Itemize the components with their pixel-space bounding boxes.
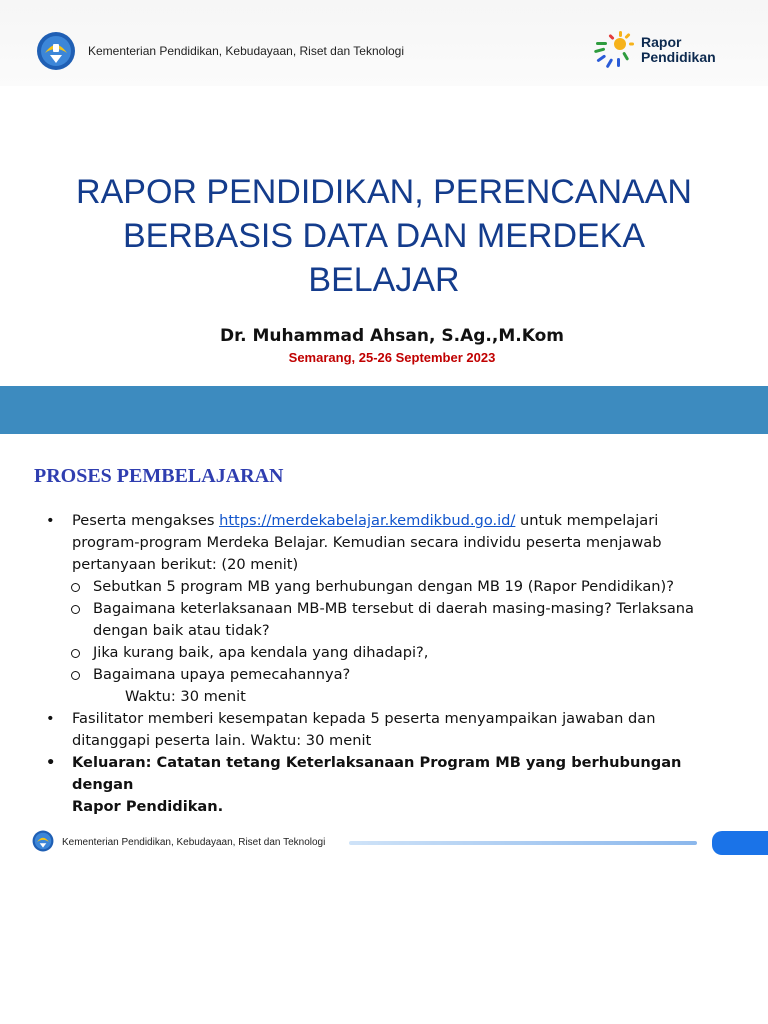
hollow-bullet-icon	[71, 605, 80, 614]
sub-list-item	[46, 598, 736, 642]
process-list	[46, 510, 736, 818]
presentation-title	[0, 170, 768, 302]
section-heading: PROSES PEMBELAJARAN	[34, 465, 284, 487]
sub-list-item	[46, 664, 736, 686]
bullet-1-text-cont: untuk mempelajari	[515, 512, 659, 529]
sub-item-3: Jika kurang baik, apa kendala yang dihadapi?,	[93, 644, 429, 661]
brand-line-1: Rapor	[641, 34, 682, 50]
header-bar	[0, 0, 768, 86]
brand-line-2: Pendidikan	[641, 49, 716, 65]
bullet-2-line-1: Fasilitator memberi kesempatan kepada 5 peserta menyampaikan jawaban dan	[72, 710, 656, 727]
bullet-mark: •	[46, 710, 55, 727]
sub-item-1: Sebutkan 5 program MB yang berhubungan dengan MB 19 (Rapor Pendidikan)?	[93, 578, 674, 595]
sub-item-4: Bagaimana upaya pemecahannya?	[93, 666, 351, 683]
footer-accent-pill	[712, 831, 768, 855]
bullet-1-text: Peserta mengakses	[72, 512, 220, 529]
event-location-date: Semarang, 25-26 September 2023	[288, 350, 496, 365]
bullet-1-line-2: program-program Merdeka Belajar. Kemudian secara individu peserta menjawab	[72, 534, 662, 551]
rapor-pendidikan-wordmark	[641, 35, 716, 65]
bullet-mark: •	[46, 754, 56, 771]
hollow-bullet-icon	[71, 671, 80, 680]
hollow-bullet-icon	[71, 583, 80, 592]
title-line-1: RAPOR PENDIDIKAN, PERENCANAAN	[76, 173, 692, 211]
author-name: Dr. Muhammad Ahsan, S.Ag.,M.Kom	[220, 326, 564, 346]
list-item	[46, 752, 736, 818]
ministry-name: Kementerian Pendidikan, Kebudayaan, Riset dan Teknologi	[88, 44, 404, 58]
list-item	[46, 708, 736, 752]
rapor-pendidikan-sun-logo	[594, 30, 634, 70]
footer-divider	[349, 841, 697, 845]
sub-list-item	[46, 642, 736, 664]
bullet-mark: •	[46, 512, 55, 529]
cover-slide	[0, 0, 768, 434]
footer-ministry-name: Kementerian Pendidikan, Kebudayaan, Riset dan Teknologi	[62, 837, 326, 848]
output-line-1: Keluaran: Catatan tetang Keterlaksanaan Program MB yang berhubungan dengan	[72, 754, 682, 793]
sub-list-item	[46, 576, 736, 598]
tut-wuri-handayani-logo	[36, 31, 76, 71]
list-item	[46, 510, 736, 576]
sub-item-2-line-1: Bagaimana keterlaksanaan MB-MB tersebut di daerah masing-masing? Terlaksana	[93, 600, 694, 617]
output-line-2: Rapor Pendidikan.	[72, 798, 224, 815]
title-line-3: BELAJAR	[308, 261, 460, 299]
sub-item-2-line-2: dengan baik atau tidak?	[93, 622, 270, 639]
process-slide	[0, 434, 768, 1024]
bullet-2-line-2: ditanggapi peserta lain. Waktu: 30 menit	[72, 732, 372, 749]
merdeka-belajar-link[interactable]: https://merdekabelajar.kemdikbud.go.id/	[219, 512, 516, 529]
tut-wuri-handayani-logo	[32, 830, 54, 852]
title-line-2: BERBASIS DATA DAN MERDEKA	[122, 217, 646, 255]
blue-band	[0, 386, 768, 434]
time-note: Waktu: 30 menit	[125, 688, 246, 705]
hollow-bullet-icon	[71, 649, 80, 658]
bullet-1-line-3: pertanyaan berikut: (20 menit)	[72, 556, 299, 573]
